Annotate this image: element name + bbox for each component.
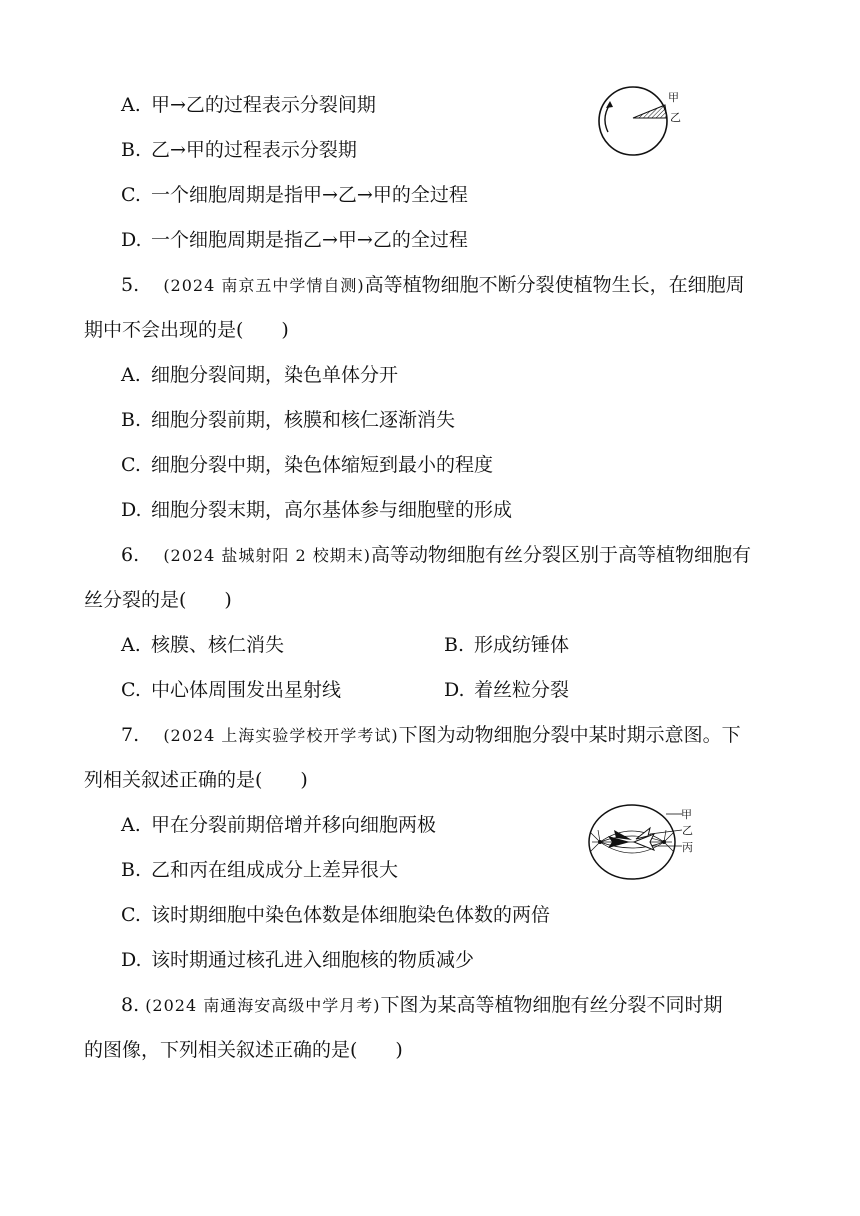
option-label: C. — [121, 904, 141, 926]
q6-option-d[interactable] — [444, 678, 569, 702]
q4-option-d[interactable] — [121, 228, 468, 252]
figure-label-jia: 甲 — [681, 808, 692, 821]
option-text: 一个细胞周期是指乙→甲→乙的全过程 — [151, 229, 468, 251]
option-label: A. — [121, 634, 141, 656]
option-label: D. — [121, 229, 142, 251]
q4-option-a[interactable] — [121, 93, 376, 117]
option-label: C. — [121, 184, 141, 206]
option-label: A. — [121, 94, 141, 116]
q7-option-c[interactable] — [121, 903, 550, 927]
q6-option-b[interactable] — [444, 633, 569, 657]
question-source: (2024 上海实验学校开学考试) — [163, 726, 399, 745]
question-number: 8. — [121, 994, 140, 1016]
option-text: 一个细胞周期是指甲→乙→甲的全过程 — [151, 184, 468, 206]
q4-option-b[interactable] — [121, 138, 357, 162]
option-text: 核膜、核仁消失 — [151, 634, 285, 656]
option-label: C. — [121, 679, 141, 701]
option-text: 甲在分裂前期倍增并移向细胞两极 — [151, 814, 437, 836]
option-label: B. — [444, 634, 465, 656]
q7-option-a[interactable] — [121, 813, 436, 837]
q7-stem-continued: 列相关叙述正确的是( ) — [84, 769, 308, 791]
q7-stem — [121, 723, 741, 748]
q5-option-b[interactable] — [121, 408, 455, 432]
question-number: 6. — [121, 544, 140, 566]
q5-stem-continued: 期中不会出现的是( ) — [84, 319, 289, 341]
option-text: 细胞分裂中期，染色体缩短到最小的程度 — [151, 454, 494, 476]
option-text: 该时期细胞中染色体数是体细胞染色体数的两倍 — [151, 904, 551, 926]
q7-option-d[interactable] — [121, 948, 474, 972]
question-source: (2024 盐城射阳 2 校期末) — [163, 546, 371, 565]
question-source: (2024 南通海安高级中学月考) — [145, 996, 381, 1015]
figure-label-yi: 乙 — [682, 824, 693, 837]
question-text: 高等植物细胞不断分裂使植物生长，在细胞周 — [364, 274, 745, 296]
q5-option-d[interactable] — [121, 498, 512, 522]
option-text: 乙和丙在组成成分上差异很大 — [151, 859, 399, 881]
figure-label-bing: 丙 — [682, 841, 693, 854]
option-text: 细胞分裂末期，高尔基体参与细胞壁的形成 — [151, 499, 513, 521]
q5-stem — [121, 273, 745, 298]
option-label: A. — [121, 364, 141, 386]
q4-option-c[interactable] — [121, 183, 468, 207]
q6-stem-continued: 丝分裂的是( ) — [84, 589, 232, 611]
option-text: 细胞分裂前期，核膜和核仁逐渐消失 — [151, 409, 456, 431]
option-label: D. — [121, 949, 142, 971]
option-label: A. — [121, 814, 141, 836]
option-text: 该时期通过核孔进入细胞核的物质减少 — [151, 949, 475, 971]
q6-stem — [121, 543, 751, 568]
question-text: 高等动物细胞有丝分裂区别于高等植物细胞有 — [370, 544, 751, 566]
option-text: 乙→甲的过程表示分裂期 — [151, 139, 357, 161]
q6-option-c[interactable] — [121, 678, 341, 702]
question-number: 5. — [121, 274, 140, 296]
q8-stem — [121, 993, 723, 1018]
q5-option-c[interactable] — [121, 453, 493, 477]
question-source: (2024 南京五中学情自测) — [163, 276, 365, 295]
question-text: 下图为动物细胞分裂中某时期示意图。下 — [398, 724, 741, 746]
option-label: D. — [444, 679, 465, 701]
q8-stem-continued: 的图像，下列相关叙述正确的是( ) — [84, 1039, 403, 1061]
option-text: 着丝粒分裂 — [474, 679, 570, 701]
option-label: B. — [121, 409, 142, 431]
option-text: 中心体周围发出星射线 — [151, 679, 342, 701]
figure-label-yi: 乙 — [670, 111, 681, 124]
option-label: D. — [121, 499, 142, 521]
option-text: 细胞分裂间期，染色单体分开 — [151, 364, 399, 386]
q6-option-a[interactable] — [121, 633, 284, 657]
option-label: B. — [121, 139, 142, 161]
option-label: C. — [121, 454, 141, 476]
question-text: 下图为某高等植物细胞有丝分裂不同时期 — [380, 994, 723, 1016]
option-text: 形成纺锤体 — [474, 634, 570, 656]
q7-option-b[interactable] — [121, 858, 398, 882]
question-number: 7. — [121, 724, 140, 746]
q5-option-a[interactable] — [121, 363, 398, 387]
option-label: B. — [121, 859, 142, 881]
animal-cell-division-diagram — [586, 802, 696, 884]
figure-label-jia: 甲 — [668, 91, 679, 104]
cell-cycle-diagram — [592, 84, 692, 164]
option-text: 甲→乙的过程表示分裂间期 — [151, 94, 376, 116]
